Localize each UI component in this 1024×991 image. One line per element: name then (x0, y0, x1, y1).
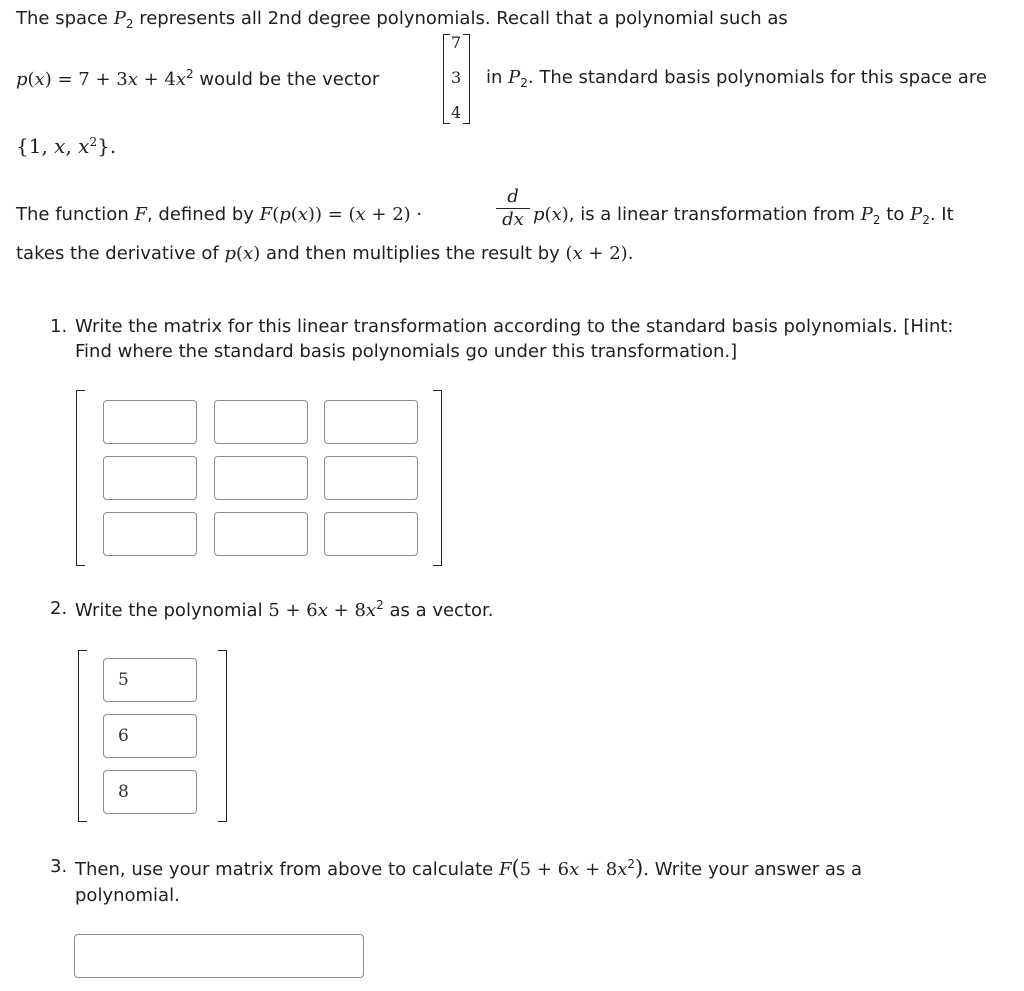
matrix-cell-r3-c3[interactable] (324, 512, 418, 556)
q3-text-line-1: Then, use your matrix from above to calculate $F(5 + 6x + 8x^2)$. Write your answer as a (75, 856, 863, 880)
matrix-left-bracket (76, 390, 85, 566)
example-vector-entry: 4 (451, 103, 462, 122)
q2-number: 2. (50, 598, 68, 619)
q3-answer-input[interactable] (74, 934, 364, 978)
example-vector-entry: 7 (451, 33, 462, 52)
basis-set: {1, x, $x^2$}. (16, 134, 117, 158)
example-vector-right-bracket (463, 34, 470, 124)
matrix-cell-r1-c1[interactable] (103, 400, 197, 444)
function-definition-tail: p(x), is a linear transformation from $P_2$ to $P_2$. It (533, 204, 954, 227)
q3-text-line-2: polynomial. (75, 885, 180, 906)
q1-text-line-2: Find where the standard basis polynomials go under this transformation.] (75, 341, 738, 362)
example-vector-left-bracket (443, 34, 450, 124)
matrix-cell-r2-c1[interactable] (103, 456, 197, 500)
vector-entry-1[interactable] (103, 658, 197, 702)
matrix-right-bracket (433, 390, 442, 566)
intro-line-2-tail: in $P_2$. The standard basis polynomials for this space are (486, 67, 987, 90)
function-definition-line: The function F, defined by F(p(x)) = (x + 2) · (16, 204, 423, 225)
q1-text-line-1: Write the matrix for this linear transformation according to the standard basis polynomials. [Hint: (75, 316, 954, 337)
vector-entry-2[interactable] (103, 714, 197, 758)
example-polynomial-line: $p(x) = 7 + 3x + 4x^2$ would be the vector (16, 67, 380, 90)
q3-number: 3. (50, 856, 68, 877)
matrix-cell-r2-c2[interactable] (214, 456, 308, 500)
matrix-cell-r3-c2[interactable] (214, 512, 308, 556)
vector-left-bracket (78, 650, 87, 822)
matrix-cell-r2-c3[interactable] (324, 456, 418, 500)
vector-right-bracket (218, 650, 227, 822)
example-vector-entry: 3 (451, 68, 462, 87)
intro-line-1: The space $P_2$ represents all 2nd degree polynomials. Recall that a polynomial such as (16, 8, 788, 31)
q1-number: 1. (50, 316, 68, 337)
matrix-cell-r1-c2[interactable] (214, 400, 308, 444)
function-description: takes the derivative of p(x) and then multiplies the result by (x + 2). (16, 243, 634, 264)
derivative-fraction: d dx (496, 186, 530, 231)
vector-entry-3[interactable] (103, 770, 197, 814)
q2-text: Write the polynomial $5 + 6x + 8x^2$ as a vector. (75, 598, 494, 621)
matrix-cell-r3-c1[interactable] (103, 512, 197, 556)
matrix-cell-r1-c3[interactable] (324, 400, 418, 444)
